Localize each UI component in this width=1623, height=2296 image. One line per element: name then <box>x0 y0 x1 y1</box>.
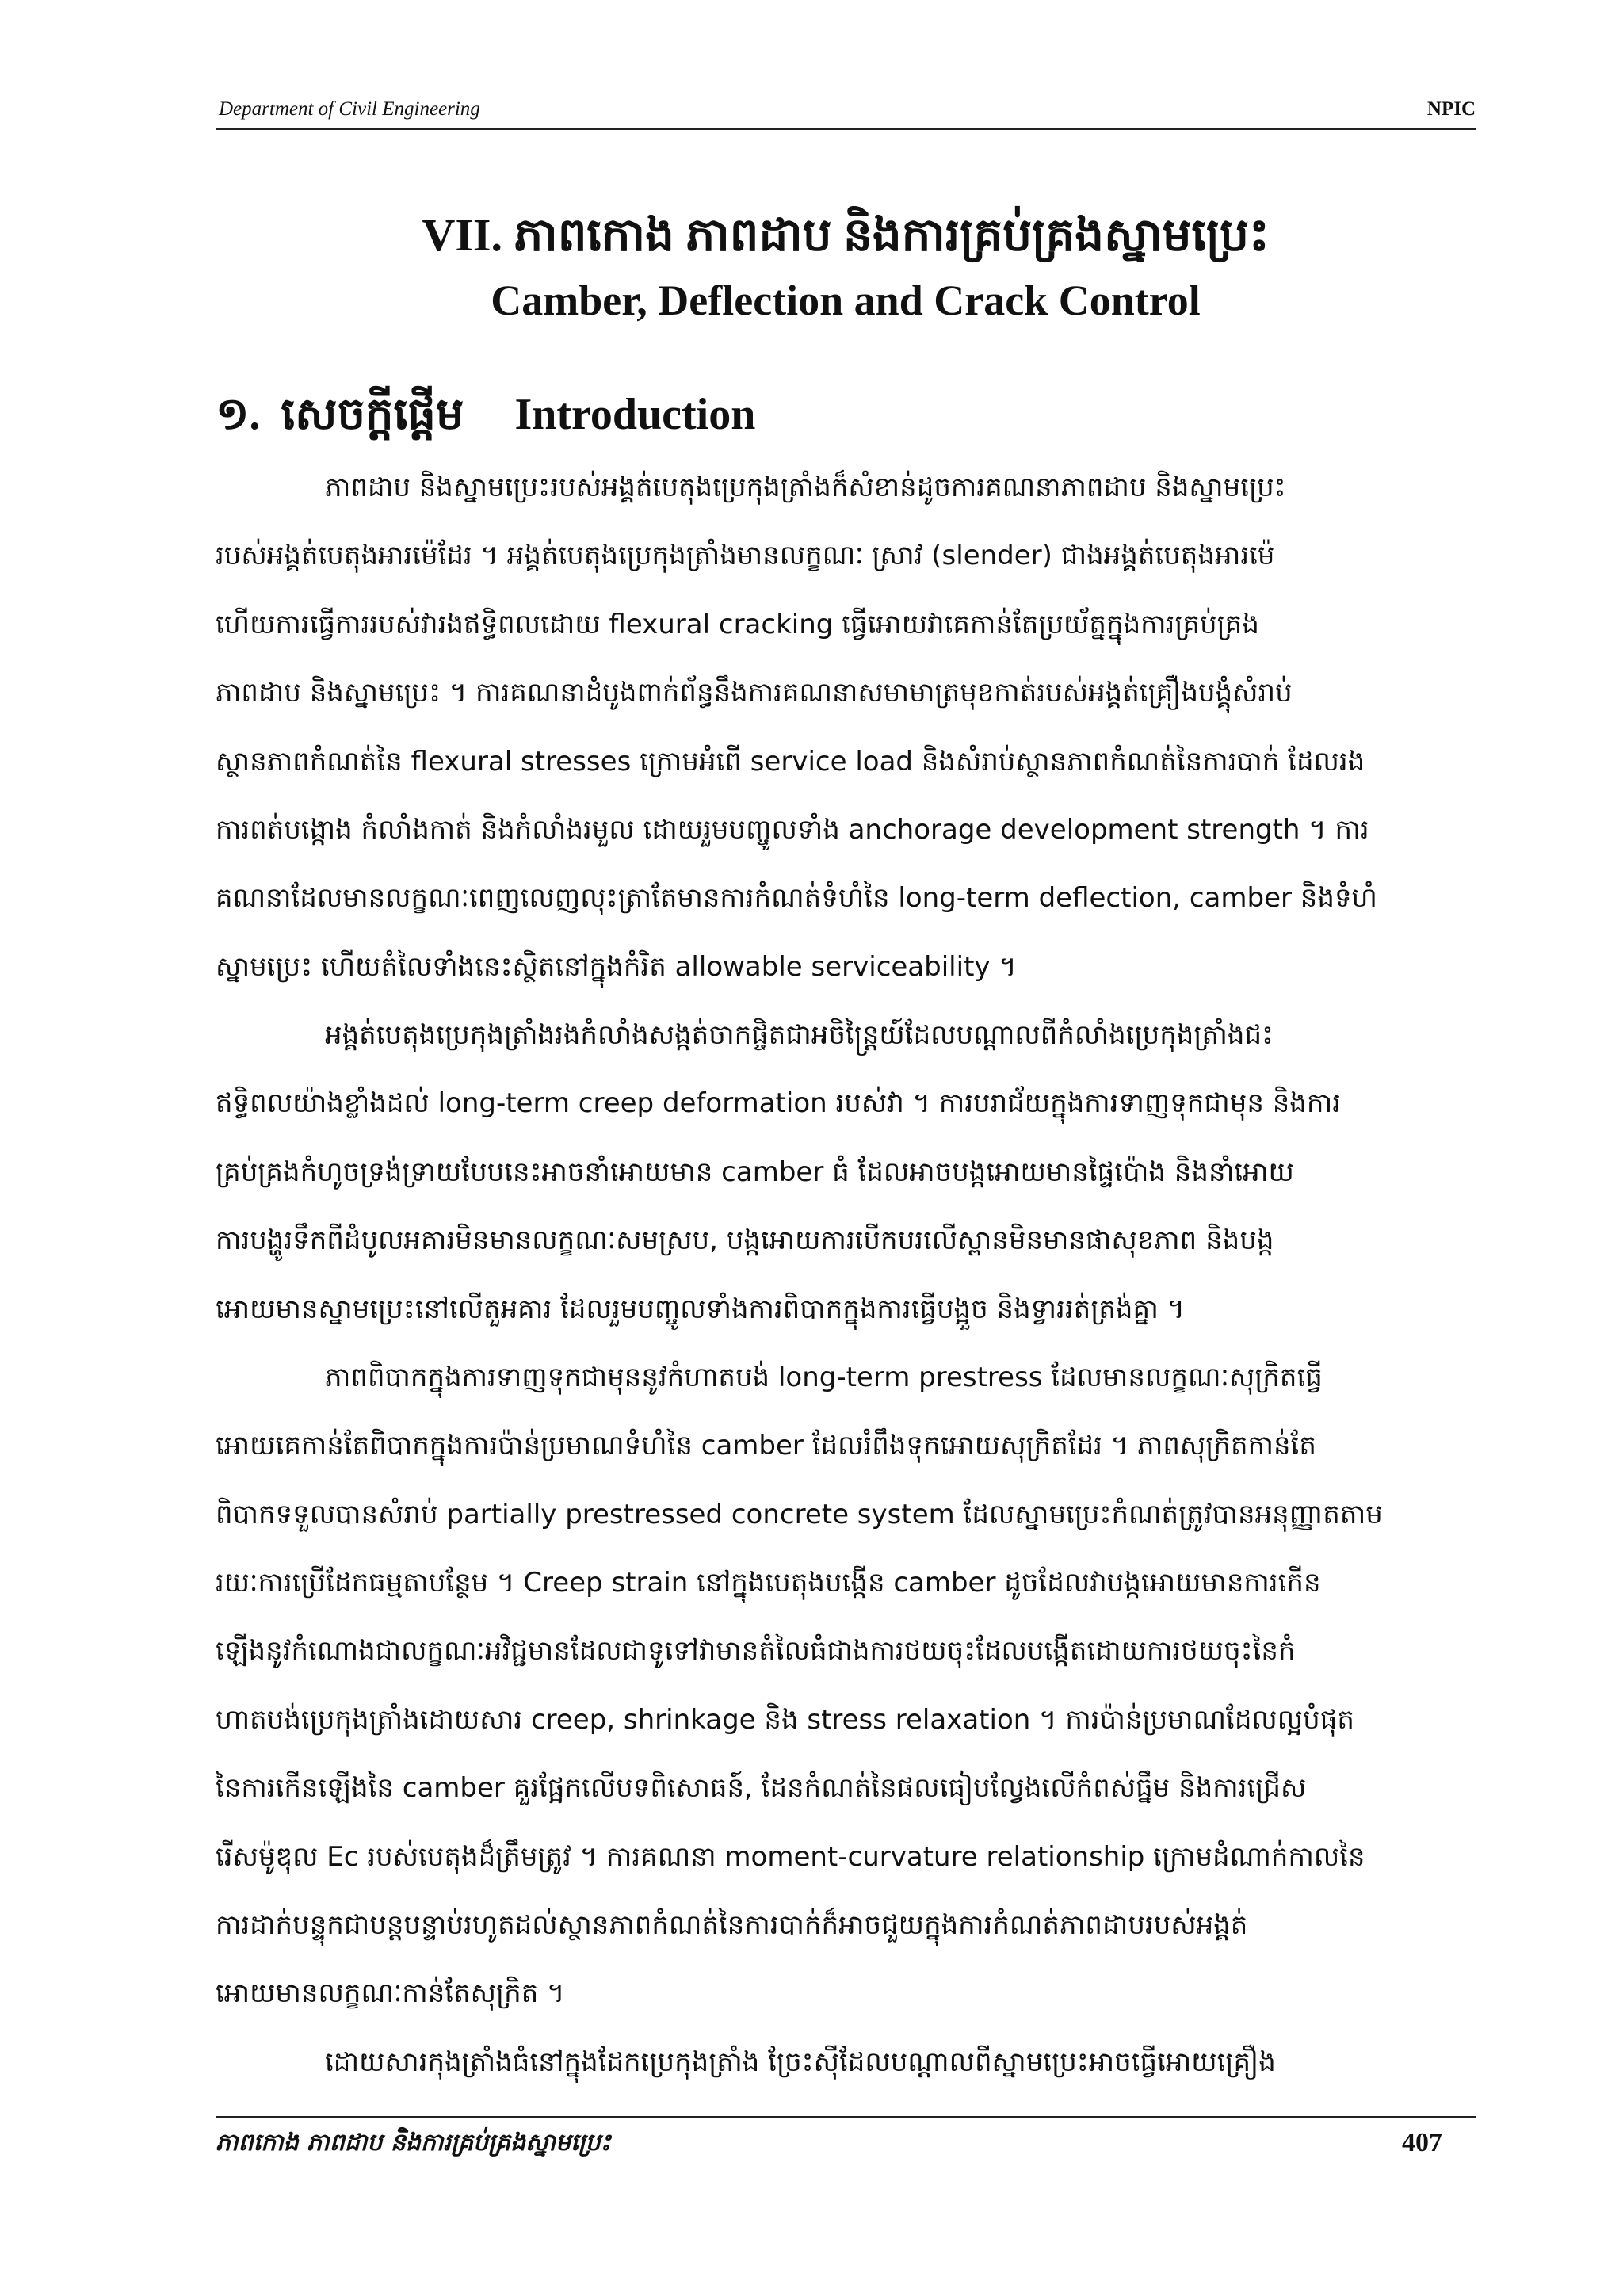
body-line: ហើយការធ្វើការរបស់វារងឥទ្ធិពលដោយ flexural cracking ធ្វើអោយវាគេកាន់តែប្រយ័ត្នក្នុងការគ្រប់គ្រង <box>216 609 1259 640</box>
body-line: គ្រប់គ្រងកំហូចទ្រង់ទ្រាយបែបនេះអាចនាំអោយមាន camber ធំ ដែលអាចបង្កអោយមានផ្ទៃប៉ោង និងនាំអោយ <box>216 1156 1294 1188</box>
page-header <box>216 95 1476 130</box>
body-line: រើសម៉ូឌុល Ec របស់បេតុងដ៏ត្រឹមត្រូវ ។ ការគណនា moment-curvature relationship ក្រោមដំណាក់កាលនៃ <box>216 1841 1365 1873</box>
section-number: ១. <box>216 390 261 439</box>
body-line: ភាពដាប និងស្នាមប្រេះ ។ ការគណនាដំបូងពាក់ព័ន្ធនឹងការគណនាសមាមាត្រមុខកាត់របស់អង្គត់គ្រឿងបង្គុំសំរាប់ <box>216 677 1293 709</box>
section-title-english: Introduction <box>514 390 756 439</box>
institution-abbrev: NPIC <box>1426 98 1476 120</box>
body-line: ការពត់បង្កោង កំលាំងកាត់ និងកំលាំងរមួល ដោយរួមបញ្ចូលទាំង anchorage development strength ។ ការ <box>216 814 1369 846</box>
body-line: ដោយសារកុងត្រាំងធំនៅក្នុងដែកប្រេកុងត្រាំង ច្រែះស៊ីដែលបណ្តាលពីស្នាមប្រេះអាចធ្វើអោយគ្រឿង <box>325 2046 1276 2078</box>
chapter-title: VII. ភាពកោង ភាពដាប និងការគ្រប់គ្រងស្នាមប្រេះ <box>422 209 1270 261</box>
body-line: ស្នាមប្រេះ ហើយតំលៃទាំងនេះស្ថិតនៅក្នុងកំរិត allowable serviceability ។ <box>216 951 1017 983</box>
department-name: Department of Civil Engineering <box>219 98 480 120</box>
body-line: រយៈការប្រើដែកធម្មតាបន្ថែម ។ Creep strain នៅក្នុងបេតុងបង្កើន camber ដូចដែលវាបង្កអោយមានការកើន <box>216 1567 1321 1599</box>
chapter-subtitle: Camber, Deflection and Crack Control <box>491 277 1201 324</box>
footer-chapter-title: ភាពកោង ភាពដាប និងការគ្រប់គ្រងស្នាមប្រេះ <box>216 2129 611 2157</box>
body-line: ភាពដាប និងស្នាមប្រេះរបស់អង្គត់បេតុងប្រេកុងត្រាំងក៏សំខាន់ដូចការគណនាភាពដាប និងស្នាមប្រេះ <box>325 472 1286 503</box>
body-line: អោយមានស្នាមប្រេះនៅលើតួអគារ ដែលរួមបញ្ចូលទាំងការពិបាកក្នុងការធ្វើបង្អួច និងទ្វាររត់ត្រង់គ្នា ។ <box>216 1293 1186 1325</box>
section-title-khmer: សេចក្តីផ្តើម <box>281 390 464 439</box>
body-line: ហាតបង់ប្រេកុងត្រាំងដោយសារ creep, shrinkage និង stress relaxation ។ ការប៉ាន់ប្រមាណដែលល្អបំផុត <box>216 1704 1354 1736</box>
body-line: ពិបាកទទួលបានសំរាប់ partially prestressed concrete system ដែលស្នាមប្រេះកំណត់ត្រូវបានអនុញ្ញាតតាម <box>216 1499 1383 1530</box>
body-line: របស់អង្គត់បេតុងអារម៉េដែរ ។ អង្គត់បេតុងប្រេកុងត្រាំងមានលក្ខណៈ ស្រាវ (slender) ជាងអង្គត់បេតុងអារម៉េ <box>216 540 1275 571</box>
section-heading <box>216 387 1476 442</box>
body-line: អោយគេកាន់តែពិបាកក្នុងការប៉ាន់ប្រមាណទំហំនៃ camber ដែលរំពឹងទុកអោយសុក្រិតដែរ ។ ភាពសុក្រិតកាន់តែ <box>216 1430 1316 1461</box>
body-line: នៃការកើនឡើងនៃ camber គួរផ្អែកលើបទពិសោធន៍, ដែនកំណត់នៃផលធៀបល្វែងលើកំពស់ធ្នឹម និងការជ្រើស <box>216 1772 1307 1804</box>
body-line: គណនាដែលមានលក្ខណៈពេញលេញលុះត្រាតែមានការកំណត់ទំហំនៃ long-term deflection, camber និងទំហំ <box>216 882 1377 914</box>
body-line: ការបង្ហូរទឹកពីដំបូលអគារមិនមានលក្ខណៈសមស្រប, បង្កអោយការបើកបរលើស្ពានមិនមានផាសុខភាព និងបង្ក <box>216 1224 1274 1256</box>
body-line: ការដាក់បន្ទុកជាបន្តបន្ទាប់រហូតដល់ស្ថានភាពកំណត់នៃការបាក់ក៏អាចជួយក្នុងការកំណត់ភាពដាបរបស់អង្គត់ <box>216 1909 1248 1941</box>
body-line: ឡើងនូវកំណោងជាលក្ខណៈអវិជ្ជមានដែលជាទូទៅវាមានតំលៃធំជាងការថយចុះដែលបង្កើតដោយការថយចុះនៃកំ <box>216 1635 1296 1667</box>
body-line: ស្ថានភាពកំណត់នៃ flexural stresses ក្រោមអំពើ service load និងសំរាប់ស្ថានភាពកំណត់នៃការបាក់ ដែលរង <box>216 746 1365 777</box>
body-line: ភាពពិបាកក្នុងការទាញទុកជាមុននូវកំហាតបង់ long-term prestress ដែលមានលក្ខណៈសុក្រិតធ្វើ <box>325 1362 1323 1393</box>
page-number: 407 <box>1402 2128 1442 2157</box>
body-line: អោយមានលក្ខណៈកាន់តែសុក្រិត ។ <box>216 1977 565 2009</box>
footer-rule <box>216 2116 1476 2119</box>
body-line: ឥទ្ធិពលយ៉ាងខ្លាំងដល់ long-term creep deformation របស់វា ។ ការបរាជ័យក្នុងការទាញទុកជាមុន និងការ <box>216 1087 1342 1119</box>
body-line: អង្គត់បេតុងប្រេកុងត្រាំងរងកំលាំងសង្កត់ចាកផ្ចិតជាអចិន្ត្រៃយ៍ដែលបណ្តាលពីកំលាំងប្រេកុងត្រាំងជះ <box>325 1019 1274 1051</box>
